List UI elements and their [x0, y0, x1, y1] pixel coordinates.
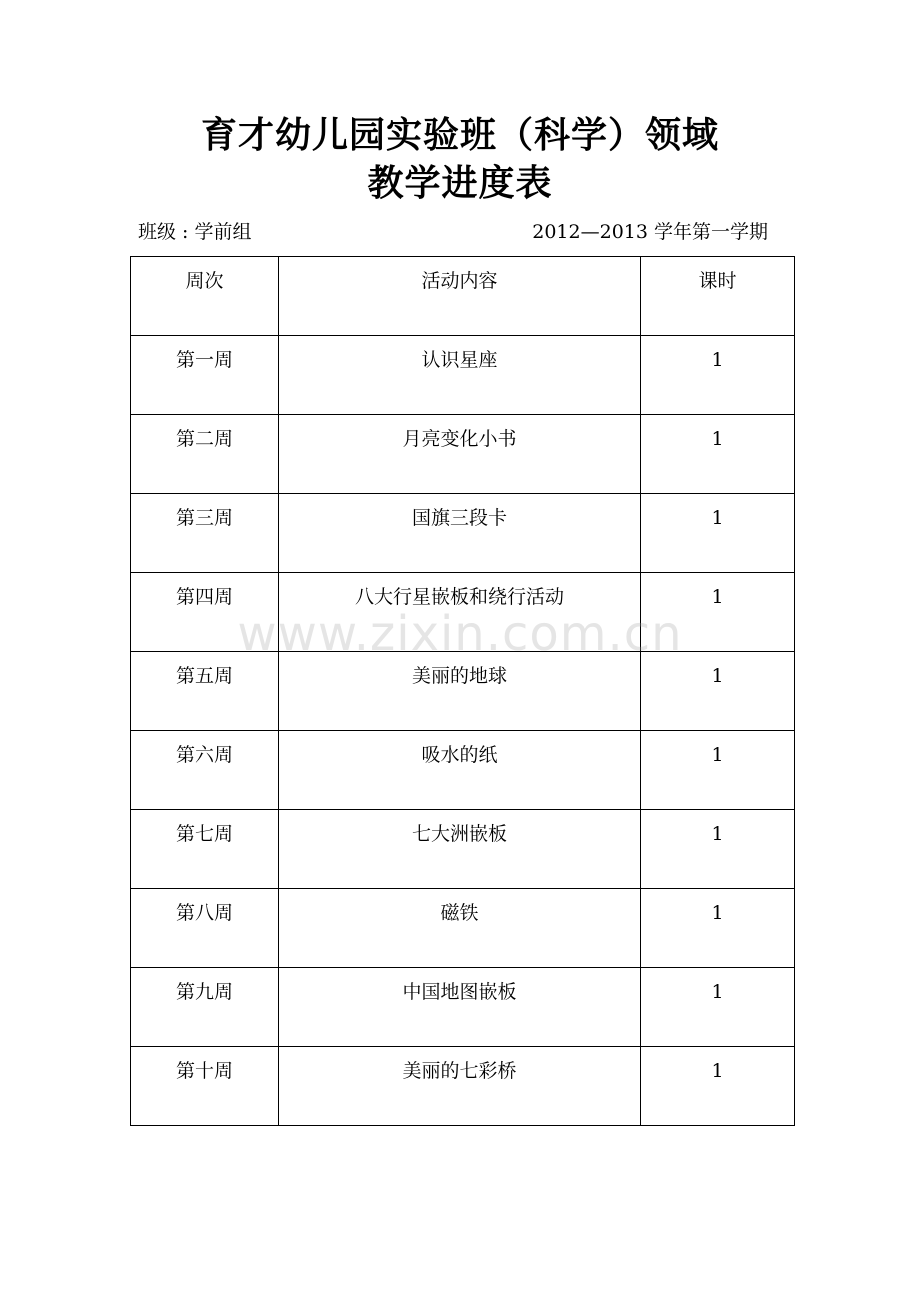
hours-cell: 1 — [641, 415, 795, 494]
activity-cell: 吸水的纸 — [279, 731, 641, 810]
week-cell: 第二周 — [131, 415, 279, 494]
activity-cell: 国旗三段卡 — [279, 494, 641, 573]
header-activity: 活动内容 — [279, 257, 641, 336]
hours-cell: 1 — [641, 968, 795, 1047]
week-cell: 第六周 — [131, 731, 279, 810]
schedule-table — [130, 256, 795, 1126]
term-info: 2012—2013 学年第一学期 — [532, 221, 768, 243]
week-cell: 第三周 — [131, 494, 279, 573]
class-info: 班级 : 学前组 — [138, 221, 252, 243]
activity-cell: 磁铁 — [279, 889, 641, 968]
hours-cell: 1 — [641, 731, 795, 810]
table-row — [131, 968, 795, 1047]
document-title: 育才幼儿园实验班（科学）领域 — [200, 115, 719, 156]
hours-cell: 1 — [641, 889, 795, 968]
table-row — [131, 889, 795, 968]
week-cell: 第十周 — [131, 1047, 279, 1126]
table-row — [131, 1047, 795, 1126]
activity-cell: 美丽的地球 — [279, 652, 641, 731]
header-hours: 课时 — [641, 257, 795, 336]
hours-cell: 1 — [641, 336, 795, 415]
week-cell: 第九周 — [131, 968, 279, 1047]
table-header-row — [131, 257, 795, 336]
hours-cell: 1 — [641, 1047, 795, 1126]
table-row — [131, 415, 795, 494]
activity-cell: 认识星座 — [279, 336, 641, 415]
table-row — [131, 336, 795, 415]
document-subtitle: 教学进度表 — [367, 163, 553, 204]
table-row — [131, 573, 795, 652]
week-cell: 第八周 — [131, 889, 279, 968]
table-row — [131, 731, 795, 810]
watermark: www.zixin.com.cn — [237, 606, 683, 662]
week-cell: 第四周 — [131, 573, 279, 652]
activity-cell: 美丽的七彩桥 — [279, 1047, 641, 1126]
activity-cell: 八大行星嵌板和绕行活动 — [279, 573, 641, 652]
table-row — [131, 810, 795, 889]
table-row — [131, 652, 795, 731]
hours-cell: 1 — [641, 652, 795, 731]
hours-cell: 1 — [641, 573, 795, 652]
hours-cell: 1 — [641, 810, 795, 889]
hours-cell: 1 — [641, 494, 795, 573]
activity-cell: 七大洲嵌板 — [279, 810, 641, 889]
activity-cell: 中国地图嵌板 — [279, 968, 641, 1047]
week-cell: 第一周 — [131, 336, 279, 415]
activity-cell: 月亮变化小书 — [279, 415, 641, 494]
week-cell: 第五周 — [131, 652, 279, 731]
header-week: 周次 — [131, 257, 279, 336]
week-cell: 第七周 — [131, 810, 279, 889]
table-row — [131, 494, 795, 573]
